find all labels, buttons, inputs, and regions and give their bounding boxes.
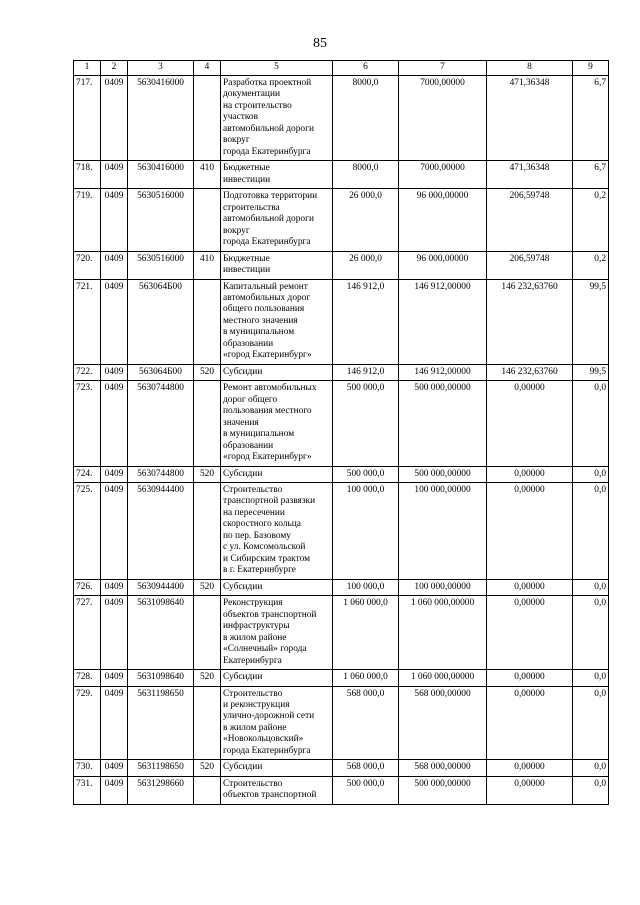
table-row	[74, 251, 609, 279]
section-code-cell: 0409	[101, 189, 128, 251]
percent-cell: 0,2	[573, 189, 609, 251]
article-code-cell: 563064Б00	[128, 279, 194, 364]
column-header: 2	[101, 61, 128, 76]
planned-amount-cell: 100 000,0	[333, 579, 399, 595]
row-number-cell: 718.	[74, 161, 101, 189]
table-row	[74, 189, 609, 251]
section-code-cell: 0409	[101, 686, 128, 760]
row-number-cell: 729.	[74, 686, 101, 760]
section-code-cell: 0409	[101, 76, 128, 161]
executed-amount-cell: 0,00000	[487, 381, 573, 466]
approved-amount-cell: 100 000,00000	[399, 483, 487, 580]
column-header: 7	[399, 61, 487, 76]
percent-cell: 0,0	[573, 686, 609, 760]
column-header: 4	[194, 61, 221, 76]
item-name-cell: Субсидии	[221, 760, 333, 776]
table-header-row	[74, 61, 609, 76]
row-number-cell: 726.	[74, 579, 101, 595]
expense-type-cell: 410	[194, 161, 221, 189]
approved-amount-cell: 146 912,00000	[399, 364, 487, 380]
table-row	[74, 686, 609, 760]
column-header: 1	[74, 61, 101, 76]
planned-amount-cell: 26 000,0	[333, 251, 399, 279]
executed-amount-cell: 0,00000	[487, 776, 573, 804]
approved-amount-cell: 96 000,00000	[399, 251, 487, 279]
expense-type-cell: 520	[194, 760, 221, 776]
row-number-cell: 725.	[74, 483, 101, 580]
article-code-cell: 5630944400	[128, 579, 194, 595]
article-code-cell: 563064Б00	[128, 364, 194, 380]
section-code-cell: 0409	[101, 161, 128, 189]
article-code-cell: 5631298660	[128, 776, 194, 804]
expense-type-cell: 520	[194, 466, 221, 482]
expense-type-cell: 410	[194, 251, 221, 279]
section-code-cell: 0409	[101, 596, 128, 670]
column-header: 9	[573, 61, 609, 76]
percent-cell: 0,0	[573, 466, 609, 482]
executed-amount-cell: 0,00000	[487, 483, 573, 580]
percent-cell: 0,0	[573, 776, 609, 804]
article-code-cell: 5631098640	[128, 670, 194, 686]
planned-amount-cell: 568 000,0	[333, 760, 399, 776]
executed-amount-cell: 0,00000	[487, 760, 573, 776]
row-number-cell: 728.	[74, 670, 101, 686]
column-header: 3	[128, 61, 194, 76]
planned-amount-cell: 146 912,0	[333, 364, 399, 380]
column-header: 6	[333, 61, 399, 76]
percent-cell: 0,0	[573, 760, 609, 776]
percent-cell: 99,5	[573, 364, 609, 380]
item-name-cell: Подготовка территории строительства автомобильной дороги вокруг города Екатеринбурга	[221, 189, 333, 251]
table-row	[74, 279, 609, 364]
article-code-cell: 5631098640	[128, 596, 194, 670]
executed-amount-cell: 0,00000	[487, 579, 573, 595]
planned-amount-cell: 568 000,0	[333, 686, 399, 760]
percent-cell: 0,0	[573, 579, 609, 595]
row-number-cell: 724.	[74, 466, 101, 482]
percent-cell: 6,7	[573, 76, 609, 161]
article-code-cell: 5630744800	[128, 381, 194, 466]
article-code-cell: 5630516000	[128, 251, 194, 279]
expense-type-cell	[194, 381, 221, 466]
planned-amount-cell: 26 000,0	[333, 189, 399, 251]
planned-amount-cell: 1 060 000,0	[333, 596, 399, 670]
item-name-cell: Бюджетные инвестиции	[221, 161, 333, 189]
expense-type-cell	[194, 686, 221, 760]
expense-type-cell: 520	[194, 670, 221, 686]
article-code-cell: 5630416000	[128, 161, 194, 189]
table-row	[74, 596, 609, 670]
planned-amount-cell: 500 000,0	[333, 466, 399, 482]
table-row	[74, 670, 609, 686]
section-code-cell: 0409	[101, 579, 128, 595]
item-name-cell: Субсидии	[221, 670, 333, 686]
table-body	[74, 76, 609, 805]
row-number-cell: 717.	[74, 76, 101, 161]
article-code-cell: 5630944400	[128, 483, 194, 580]
expense-type-cell: 520	[194, 579, 221, 595]
article-code-cell: 5630516000	[128, 189, 194, 251]
item-name-cell: Разработка проектной документации на строительство участков автомобильной дороги вокруг города Екатеринбурга	[221, 76, 333, 161]
approved-amount-cell: 1 060 000,00000	[399, 670, 487, 686]
expense-type-cell: 520	[194, 364, 221, 380]
executed-amount-cell: 146 232,63760	[487, 364, 573, 380]
item-name-cell: Капитальный ремонт автомобильных дорог общего пользования местного значения в муниципальном образовании «город Екатеринбург»	[221, 279, 333, 364]
executed-amount-cell: 0,00000	[487, 466, 573, 482]
planned-amount-cell: 1 060 000,0	[333, 670, 399, 686]
table-row	[74, 381, 609, 466]
section-code-cell: 0409	[101, 364, 128, 380]
percent-cell: 99,5	[573, 279, 609, 364]
table-row	[74, 466, 609, 482]
executed-amount-cell: 0,00000	[487, 686, 573, 760]
percent-cell: 0,0	[573, 596, 609, 670]
approved-amount-cell: 500 000,00000	[399, 776, 487, 804]
table-row	[74, 161, 609, 189]
item-name-cell: Строительство и реконструкция улично-дорожной сети в жилом районе «Новокольцовский» города Екатеринбурга	[221, 686, 333, 760]
executed-amount-cell: 206,59748	[487, 251, 573, 279]
executed-amount-cell: 0,00000	[487, 670, 573, 686]
item-name-cell: Строительство транспортной развязки на пересечении скоростного кольца по пер. Базовому с ул. Комсомольской и Сибирским трактом в г. Екатеринбурге	[221, 483, 333, 580]
expense-type-cell	[194, 776, 221, 804]
item-name-cell: Строительство объектов транспортной	[221, 776, 333, 804]
planned-amount-cell: 500 000,0	[333, 381, 399, 466]
executed-amount-cell: 206,59748	[487, 189, 573, 251]
article-code-cell: 5631198650	[128, 686, 194, 760]
section-code-cell: 0409	[101, 466, 128, 482]
executed-amount-cell: 146 232,63760	[487, 279, 573, 364]
approved-amount-cell: 500 000,00000	[399, 381, 487, 466]
article-code-cell: 5631198650	[128, 760, 194, 776]
section-code-cell: 0409	[101, 251, 128, 279]
page-number: 85	[313, 36, 327, 51]
item-name-cell: Субсидии	[221, 364, 333, 380]
table-row	[74, 364, 609, 380]
expense-type-cell	[194, 596, 221, 670]
section-code-cell: 0409	[101, 279, 128, 364]
percent-cell: 0,0	[573, 670, 609, 686]
table-row	[74, 483, 609, 580]
item-name-cell: Субсидии	[221, 579, 333, 595]
column-header: 5	[221, 61, 333, 76]
item-name-cell: Ремонт автомобильных дорог общего пользования местного значения в муниципальном образовании «город Екатеринбург»	[221, 381, 333, 466]
planned-amount-cell: 146 912,0	[333, 279, 399, 364]
table-row	[74, 776, 609, 804]
percent-cell: 6,7	[573, 161, 609, 189]
row-number-cell: 723.	[74, 381, 101, 466]
table-row	[74, 760, 609, 776]
row-number-cell: 731.	[74, 776, 101, 804]
expense-type-cell	[194, 189, 221, 251]
row-number-cell: 720.	[74, 251, 101, 279]
executed-amount-cell: 471,36348	[487, 76, 573, 161]
expense-type-cell	[194, 279, 221, 364]
article-code-cell: 5630744800	[128, 466, 194, 482]
planned-amount-cell: 100 000,0	[333, 483, 399, 580]
approved-amount-cell: 146 912,00000	[399, 279, 487, 364]
approved-amount-cell: 96 000,00000	[399, 189, 487, 251]
section-code-cell: 0409	[101, 670, 128, 686]
planned-amount-cell: 500 000,0	[333, 776, 399, 804]
row-number-cell: 730.	[74, 760, 101, 776]
row-number-cell: 722.	[74, 364, 101, 380]
article-code-cell: 5630416000	[128, 76, 194, 161]
approved-amount-cell: 7000,00000	[399, 161, 487, 189]
item-name-cell: Бюджетные инвестиции	[221, 251, 333, 279]
section-code-cell: 0409	[101, 760, 128, 776]
section-code-cell: 0409	[101, 776, 128, 804]
approved-amount-cell: 568 000,00000	[399, 760, 487, 776]
executed-amount-cell: 0,00000	[487, 596, 573, 670]
approved-amount-cell: 7000,00000	[399, 76, 487, 161]
row-number-cell: 721.	[74, 279, 101, 364]
item-name-cell: Субсидии	[221, 466, 333, 482]
table-row	[74, 579, 609, 595]
percent-cell: 0,0	[573, 483, 609, 580]
percent-cell: 0,2	[573, 251, 609, 279]
approved-amount-cell: 100 000,00000	[399, 579, 487, 595]
budget-table	[73, 60, 609, 805]
section-code-cell: 0409	[101, 483, 128, 580]
column-header: 8	[487, 61, 573, 76]
approved-amount-cell: 1 060 000,00000	[399, 596, 487, 670]
expense-type-cell	[194, 483, 221, 580]
table-row	[74, 76, 609, 161]
section-code-cell: 0409	[101, 381, 128, 466]
approved-amount-cell: 568 000,00000	[399, 686, 487, 760]
planned-amount-cell: 8000,0	[333, 76, 399, 161]
percent-cell: 0,0	[573, 381, 609, 466]
executed-amount-cell: 471,36348	[487, 161, 573, 189]
row-number-cell: 719.	[74, 189, 101, 251]
item-name-cell: Реконструкция объектов транспортной инфраструктуры в жилом районе «Солнечный» города Екатеринбурга	[221, 596, 333, 670]
planned-amount-cell: 8000,0	[333, 161, 399, 189]
approved-amount-cell: 500 000,00000	[399, 466, 487, 482]
row-number-cell: 727.	[74, 596, 101, 670]
expense-type-cell	[194, 76, 221, 161]
